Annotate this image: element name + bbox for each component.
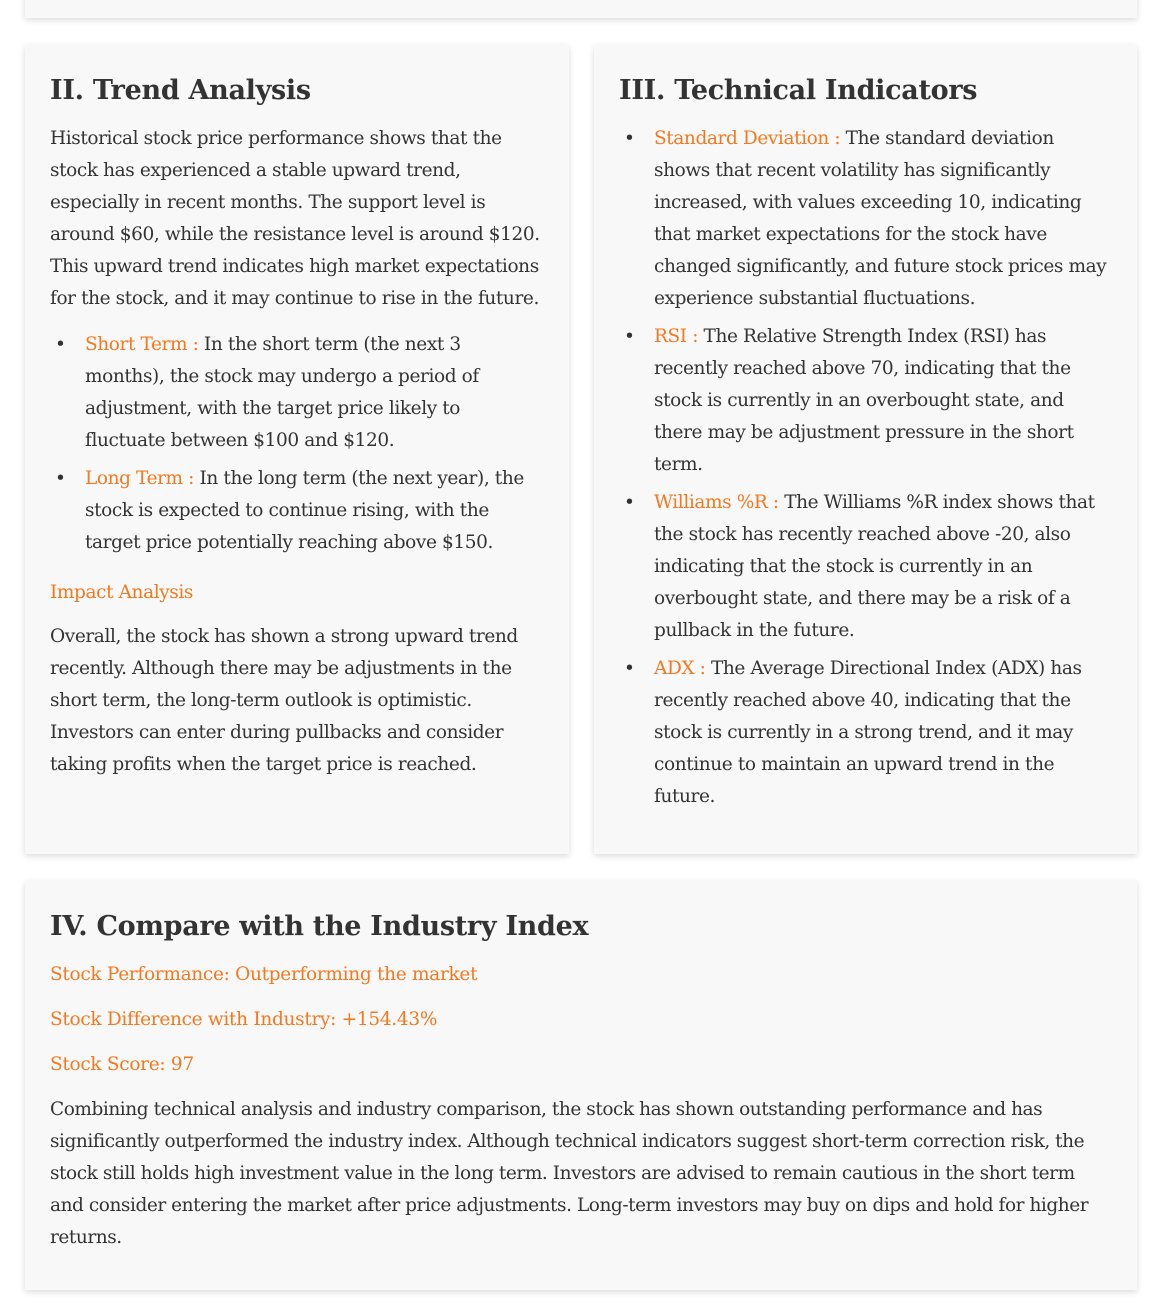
bullet-icon: • bbox=[55, 468, 66, 489]
trend-term-list bbox=[50, 329, 544, 559]
compare-summary: Combining technical analysis and industry comparison, the stock has shown outstanding performance and has significantly outperformed the industry index. Although technical indicators suggest short-term correction risk, the stock still holds high investment value in the long term. Investors are advised to remain cautious in the short term and consider entering the market after price adjustments. Long-term investors may buy on dips and hold for higher returns. bbox=[50, 1099, 1089, 1248]
std-dev-text: The standard deviation shows that recent volatility has significantly increased, with values exceeding 10, indicating that market expectations for the stock have changed significantly, and future stock prices may experience substantial fluctuations. bbox=[654, 128, 1107, 309]
stock-performance: Stock Performance: Outperforming the market bbox=[50, 964, 478, 985]
list-item bbox=[55, 329, 544, 457]
bullet-icon: • bbox=[624, 128, 635, 149]
williams-label: Williams %R : bbox=[654, 492, 779, 513]
trend-analysis-card bbox=[25, 45, 569, 854]
technical-indicators-card bbox=[594, 45, 1137, 854]
long-term-label: Long Term : bbox=[85, 468, 195, 489]
industry-compare-card bbox=[25, 881, 1137, 1290]
short-term-text: In the short term (the next 3 months), the stock may undergo a period of adjustment, with the target price likely to fluctuate between $100 and $120. bbox=[85, 334, 479, 451]
bullet-icon: • bbox=[55, 334, 66, 355]
stock-difference: Stock Difference with Industry: +154.43% bbox=[50, 1009, 438, 1030]
bullet-icon: • bbox=[624, 326, 635, 347]
short-term-label: Short Term : bbox=[85, 334, 199, 355]
std-dev-label: Standard Deviation : bbox=[654, 128, 841, 149]
bullet-icon: • bbox=[624, 492, 635, 513]
impact-analysis-heading: Impact Analysis bbox=[50, 582, 193, 603]
stock-score: Stock Score: 97 bbox=[50, 1054, 194, 1075]
adx-text: The Average Directional Index (ADX) has recently reached above 40, indicating that the stock is currently in a strong trend, and it may continue to maintain an upward trend in the future. bbox=[654, 658, 1082, 807]
rsi-label: RSI : bbox=[654, 326, 699, 347]
previous-section-card bbox=[25, 0, 1137, 18]
trend-analysis-title: II. Trend Analysis bbox=[50, 75, 311, 106]
list-item bbox=[624, 653, 1112, 813]
long-term-text: In the long term (the next year), the stock is expected to continue rising, with the target price potentially reaching above $150. bbox=[85, 468, 524, 553]
indicator-list bbox=[619, 123, 1112, 813]
industry-compare-title: IV. Compare with the Industry Index bbox=[50, 911, 589, 942]
impact-analysis-text: Overall, the stock has shown a strong upward trend recently. Although there may be adjustments in the short term, the long-term outlook is optimistic. Investors can enter during pullbacks and consider taking profits when the target price is reached. bbox=[50, 626, 518, 775]
adx-label: ADX : bbox=[654, 658, 706, 679]
list-item bbox=[624, 321, 1112, 481]
list-item bbox=[624, 123, 1112, 315]
bullet-icon: • bbox=[624, 658, 635, 679]
list-item bbox=[624, 487, 1112, 647]
technical-indicators-title: III. Technical Indicators bbox=[619, 75, 978, 106]
rsi-text: The Relative Strength Index (RSI) has recently reached above 70, indicating that the stock is currently in an overbought state, and there may be adjustment pressure in the short term. bbox=[654, 326, 1074, 475]
trend-analysis-paragraph: Historical stock price performance shows that the stock has experienced a stable upward trend, especially in recent months. The support level is around $60, while the resistance level is around $120. This upward trend indicates high market expectations for the stock, and it may continue to rise in the future. bbox=[50, 128, 540, 309]
williams-text: The Williams %R index shows that the stock has recently reached above -20, also indicating that the stock is currently in an overbought state, and there may be a risk of a pullback in the future. bbox=[654, 492, 1095, 641]
list-item bbox=[55, 463, 544, 559]
